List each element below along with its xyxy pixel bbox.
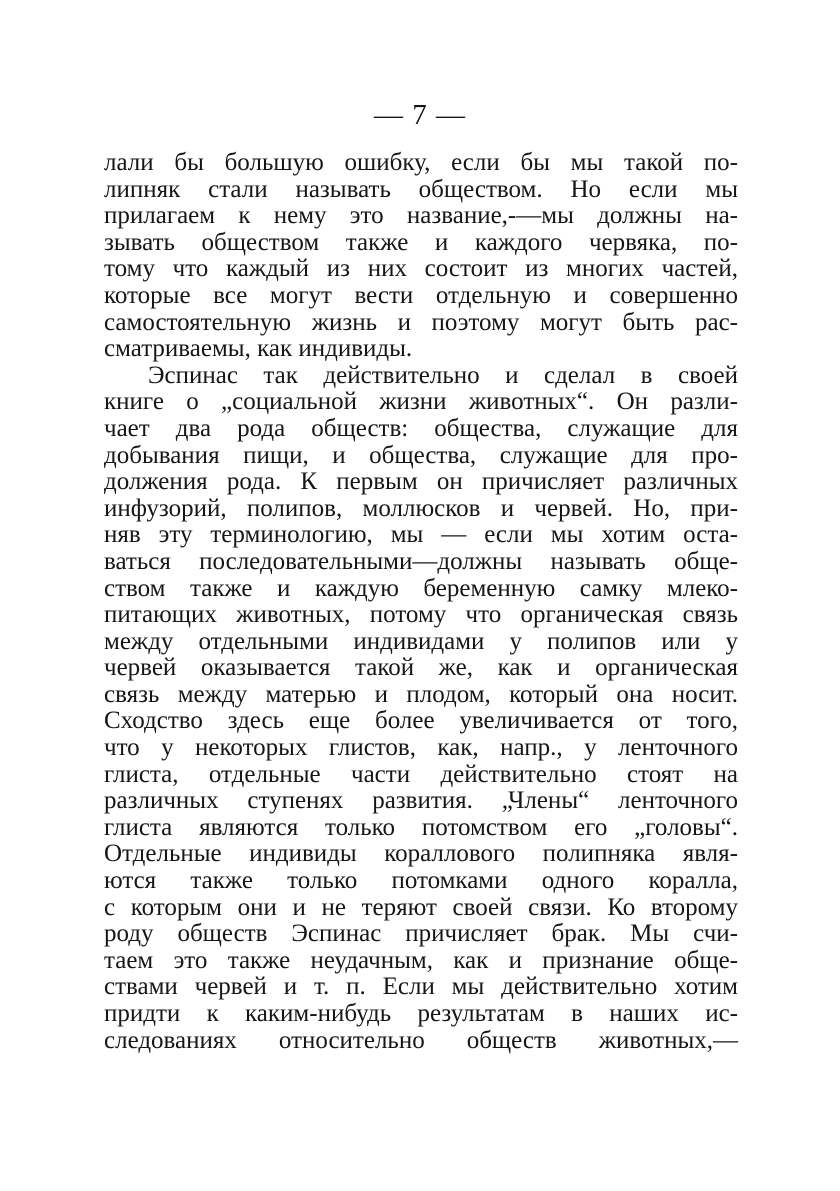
- text-line: прилагаем к нему это название,-—мы должны на-: [104, 202, 738, 230]
- text-line: Отдельные индивиды кораллового полипняка явля-: [104, 840, 738, 868]
- text-line: липняк стали называть обществом. Но если мы: [104, 175, 738, 203]
- text-line: добывания пищи, и общества, служащие для про-: [104, 441, 738, 469]
- text-line: инфузорий, полипов, моллюсков и червей. Но, при-: [104, 494, 738, 522]
- text-line: различных ступенях развития. „Члены“ ленточного: [104, 787, 738, 815]
- text-line: Эспинас так действительно и сделал в своей: [148, 361, 738, 389]
- text-line: между отдельными индивидами у полипов или у: [104, 627, 738, 655]
- text-line: что у некоторых глистов, как, напр., у ленточного: [104, 734, 738, 762]
- text-line: придти к каким-нибудь результатам в наших ис-: [104, 1000, 738, 1027]
- text-line: сматриваемы, как индивиды.: [104, 335, 413, 363]
- text-line: связь между матерью и плодом, который она носит.: [104, 680, 738, 708]
- text-line: таем это также неудачным, как и признание обще-: [104, 946, 738, 974]
- text-line: Сходство здесь еще более увеличивается от того,: [104, 707, 738, 735]
- text-line: роду обществ Эспинас причисляет брак. Мы счи-: [104, 920, 738, 948]
- text-line: самостоятельную жизнь и поэтому могут быть рас-: [104, 308, 738, 336]
- text-line: зывать обществом также и каждого червяка, по-: [104, 228, 738, 256]
- text-line: тому что каждый из них состоит из многих частей,: [104, 255, 738, 283]
- text-line: которые все могут вести отдельную и совершенно: [104, 281, 738, 309]
- text-line: глиста являются только потомством его „головы“.: [104, 813, 738, 841]
- text-line: ством также и каждую беременную самку млеко-: [104, 574, 738, 602]
- text-line: лали бы большую ошибку, если бы мы такой по-: [104, 149, 738, 176]
- text-line: должения рода. К первым он причисляет различных: [104, 468, 738, 496]
- text-line: няв эту терминологию, мы — если мы хотим оста-: [104, 521, 738, 549]
- body-text: [104, 150, 738, 1054]
- page-number: — 7 —: [374, 99, 466, 131]
- text-line: с которым они и не теряют своей связи. Ко второму: [104, 893, 738, 921]
- text-line: питающих животных, потому что органическая связь: [104, 601, 738, 629]
- text-line: ваться последовательными—должны называть обще-: [104, 547, 738, 575]
- text-line: червей оказывается такой же, как и органическая: [104, 654, 738, 682]
- text-line: ствами червей и т. п. Если мы действительно хотим: [104, 973, 738, 1001]
- text-line: ются также только потомками одного коралла,: [104, 867, 738, 895]
- text-line: глиста, отдельные части действительно стоят на: [104, 760, 738, 788]
- text-line: следованиях относительно обществ животных,—: [104, 1026, 738, 1054]
- text-line: чает два рода обществ: общества, служащие для: [104, 414, 738, 442]
- text-line: книге о „социальной жизни животных“. Он разли-: [104, 388, 738, 416]
